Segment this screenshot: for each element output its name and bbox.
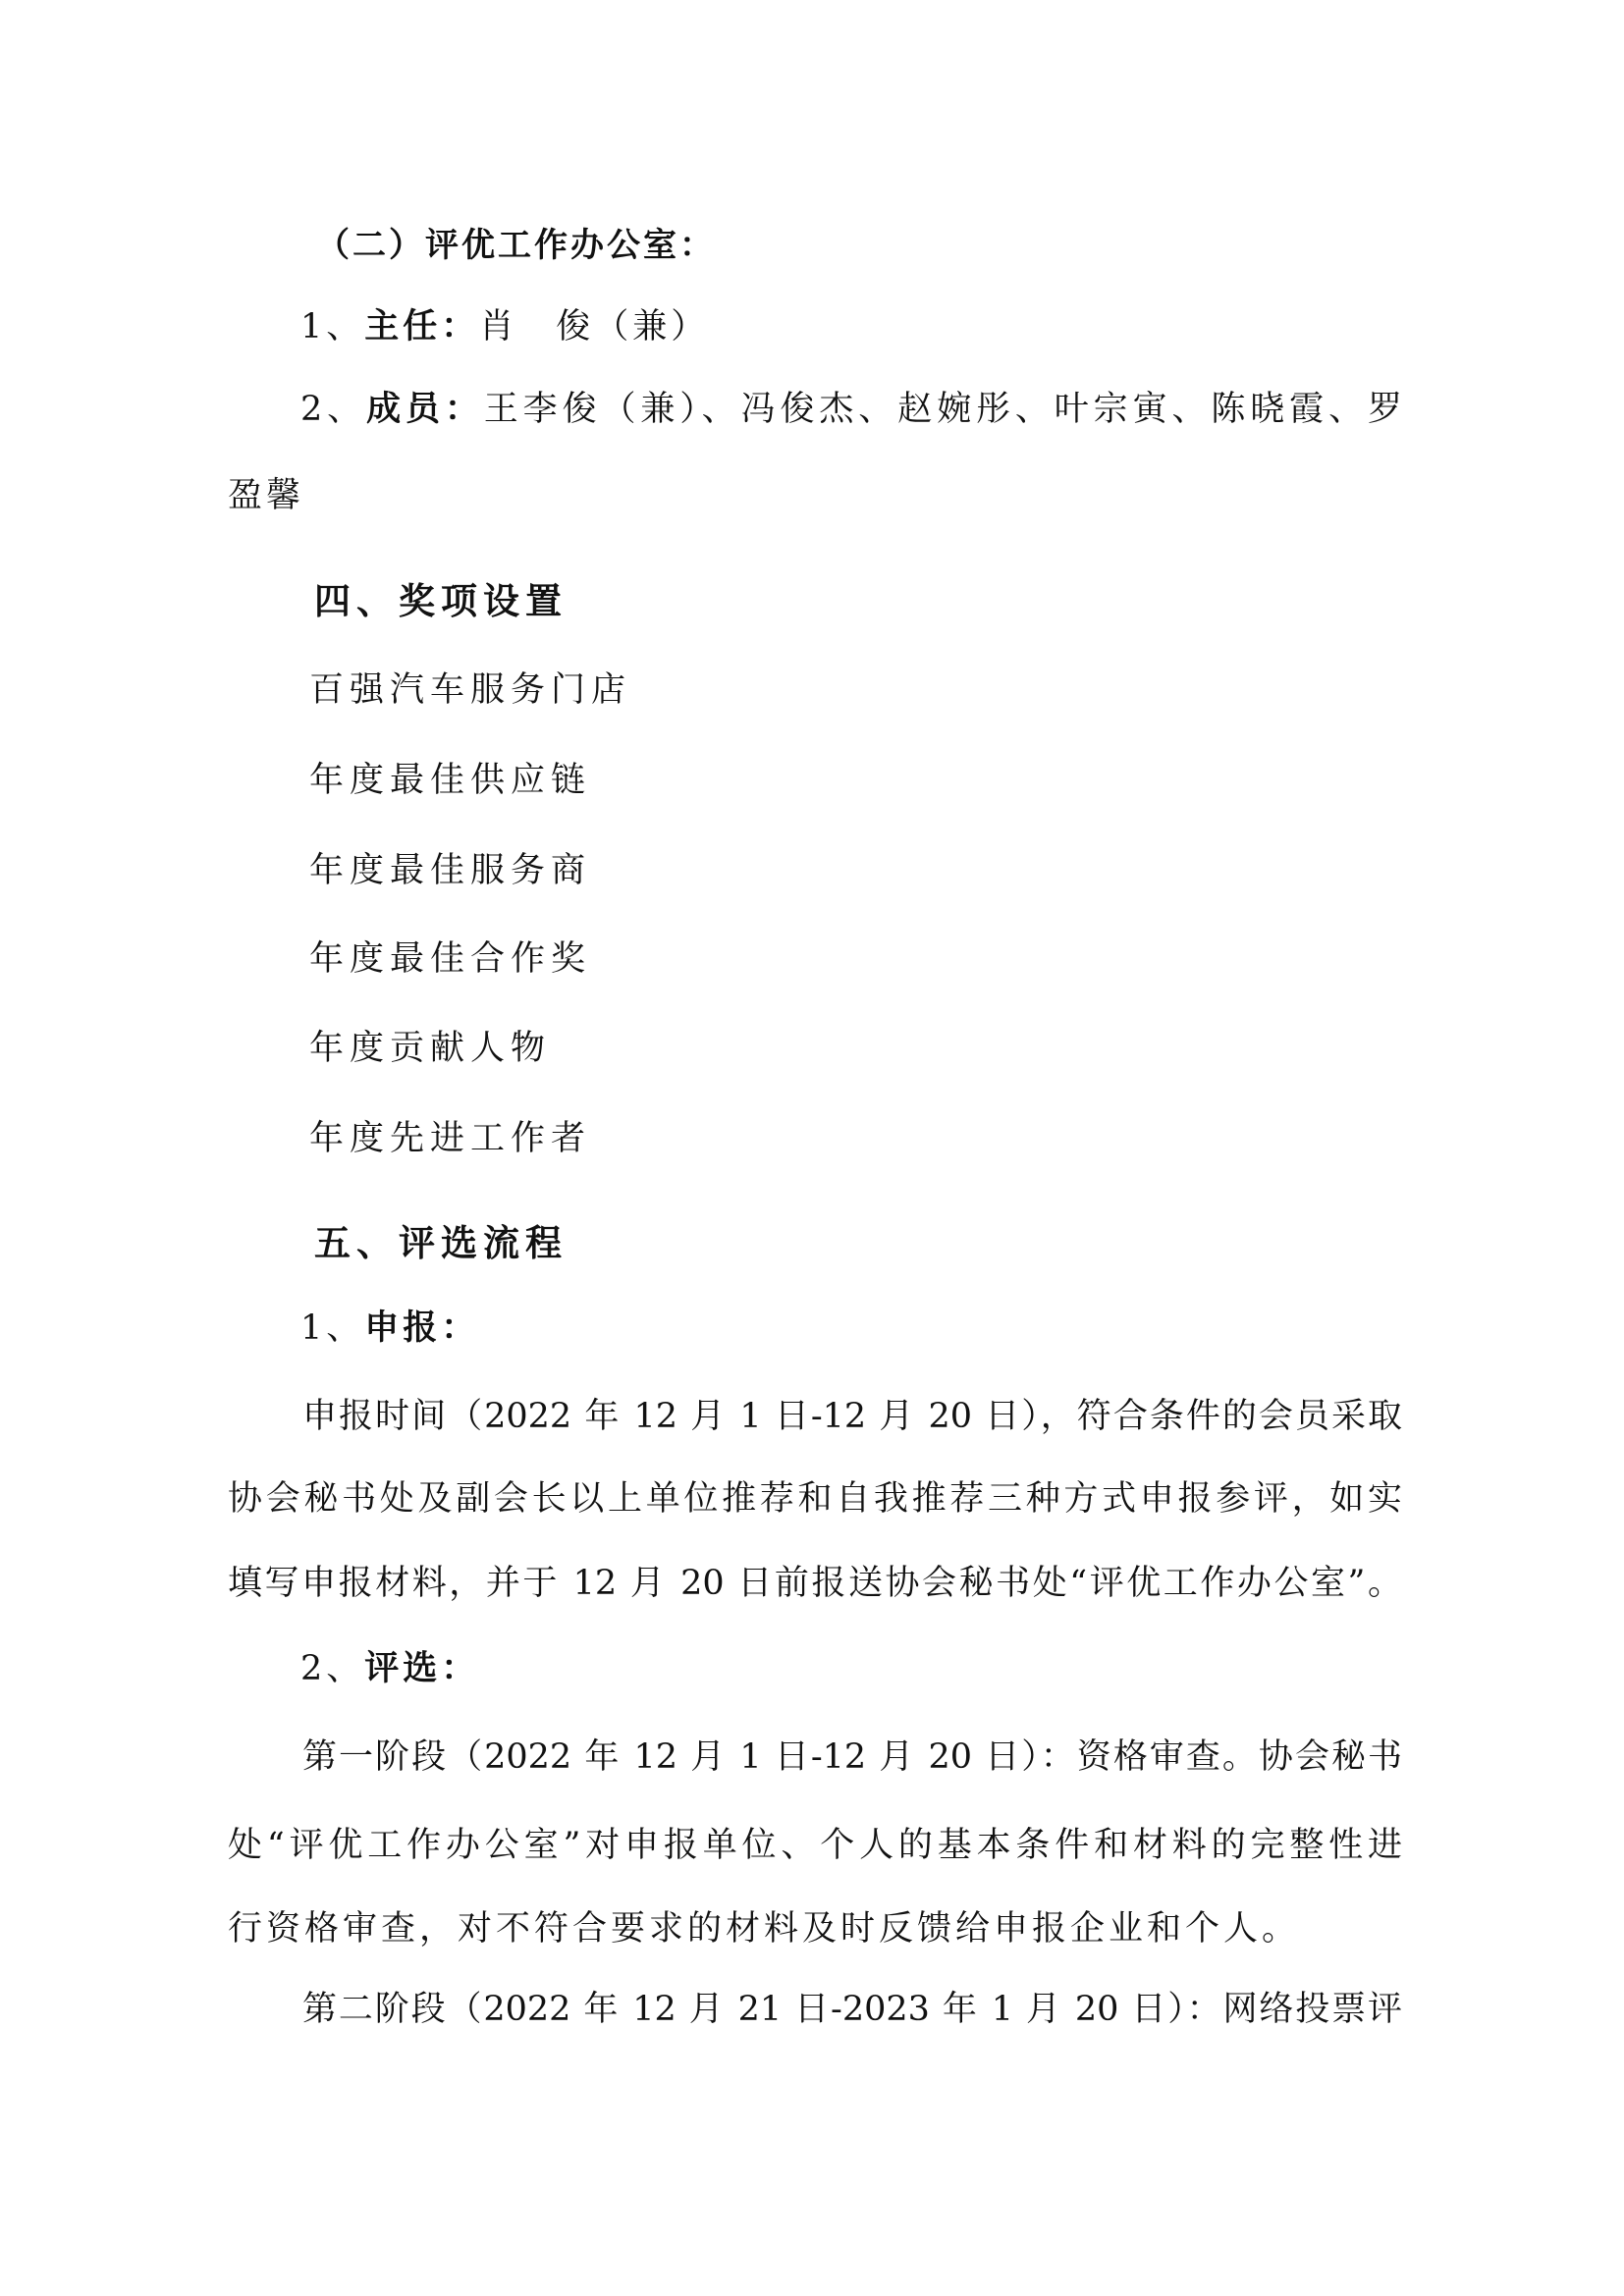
award-item: 年度最佳供应链 (309, 761, 592, 800)
office-section-title: （二）评优工作办公室： (316, 226, 716, 265)
office-director-line (300, 303, 709, 350)
members-number: 2、 (300, 390, 367, 429)
director-label: 主任： (364, 306, 480, 347)
step2-number: 2、 (300, 1649, 365, 1688)
paragraph-line: 第一阶段（2022 年 12 月 1 日-12 月 20 日）：资格审查。协会秘书 (302, 1737, 1402, 1777)
award-item: 百强汽车服务门店 (309, 670, 632, 710)
paragraph-line: 行资格审查，对不符合要求的材料及时反馈给申报企业和个人。 (228, 1909, 1301, 1949)
paragraph-line: 处“评优工作办公室”对申报单位、个人的基本条件和材料的完整性进 (228, 1826, 1402, 1865)
step1-label: 申报： (364, 1308, 480, 1348)
paragraph-line: 协会秘书处及副会长以上单位推荐和自我推荐三种方式申报参评，如实 (228, 1479, 1402, 1519)
office-members-line (228, 386, 1402, 433)
award-item: 年度贡献人物 (309, 1029, 552, 1068)
step1-title (300, 1305, 479, 1352)
award-item: 年度先进工作者 (309, 1119, 592, 1158)
step1-number: 1、 (300, 1308, 365, 1348)
awards-heading: 四、奖项设置 (314, 580, 568, 622)
paragraph-line: 填写申报材料，并于 12 月 20 日前报送协会秘书处“评优工作办公室”。 (228, 1564, 1402, 1603)
paragraph-line: 申报时间（2022 年 12 月 1 日-12 月 20 日），符合条件的会员采取 (302, 1397, 1402, 1436)
award-item: 年度最佳合作奖 (309, 939, 592, 979)
office-members-continuation: 盈馨 (228, 476, 305, 515)
process-heading: 五、评选流程 (314, 1222, 568, 1264)
award-item: 年度最佳服务商 (309, 851, 592, 890)
director-number: 1、 (300, 307, 365, 347)
paragraph-line: 第二阶段（2022 年 12 月 21 日-2023 年 1 月 20 日）：网络投票评 (302, 1990, 1402, 2029)
director-value: 肖 俊（兼） (479, 307, 710, 347)
members-label: 成员： (366, 389, 484, 429)
step2-label: 评选： (364, 1648, 480, 1688)
members-value-line1: 王李俊（兼）、冯俊杰、赵婉彤、叶宗寅、陈晓霞、罗 (483, 390, 1402, 429)
step2-title (300, 1645, 479, 1692)
